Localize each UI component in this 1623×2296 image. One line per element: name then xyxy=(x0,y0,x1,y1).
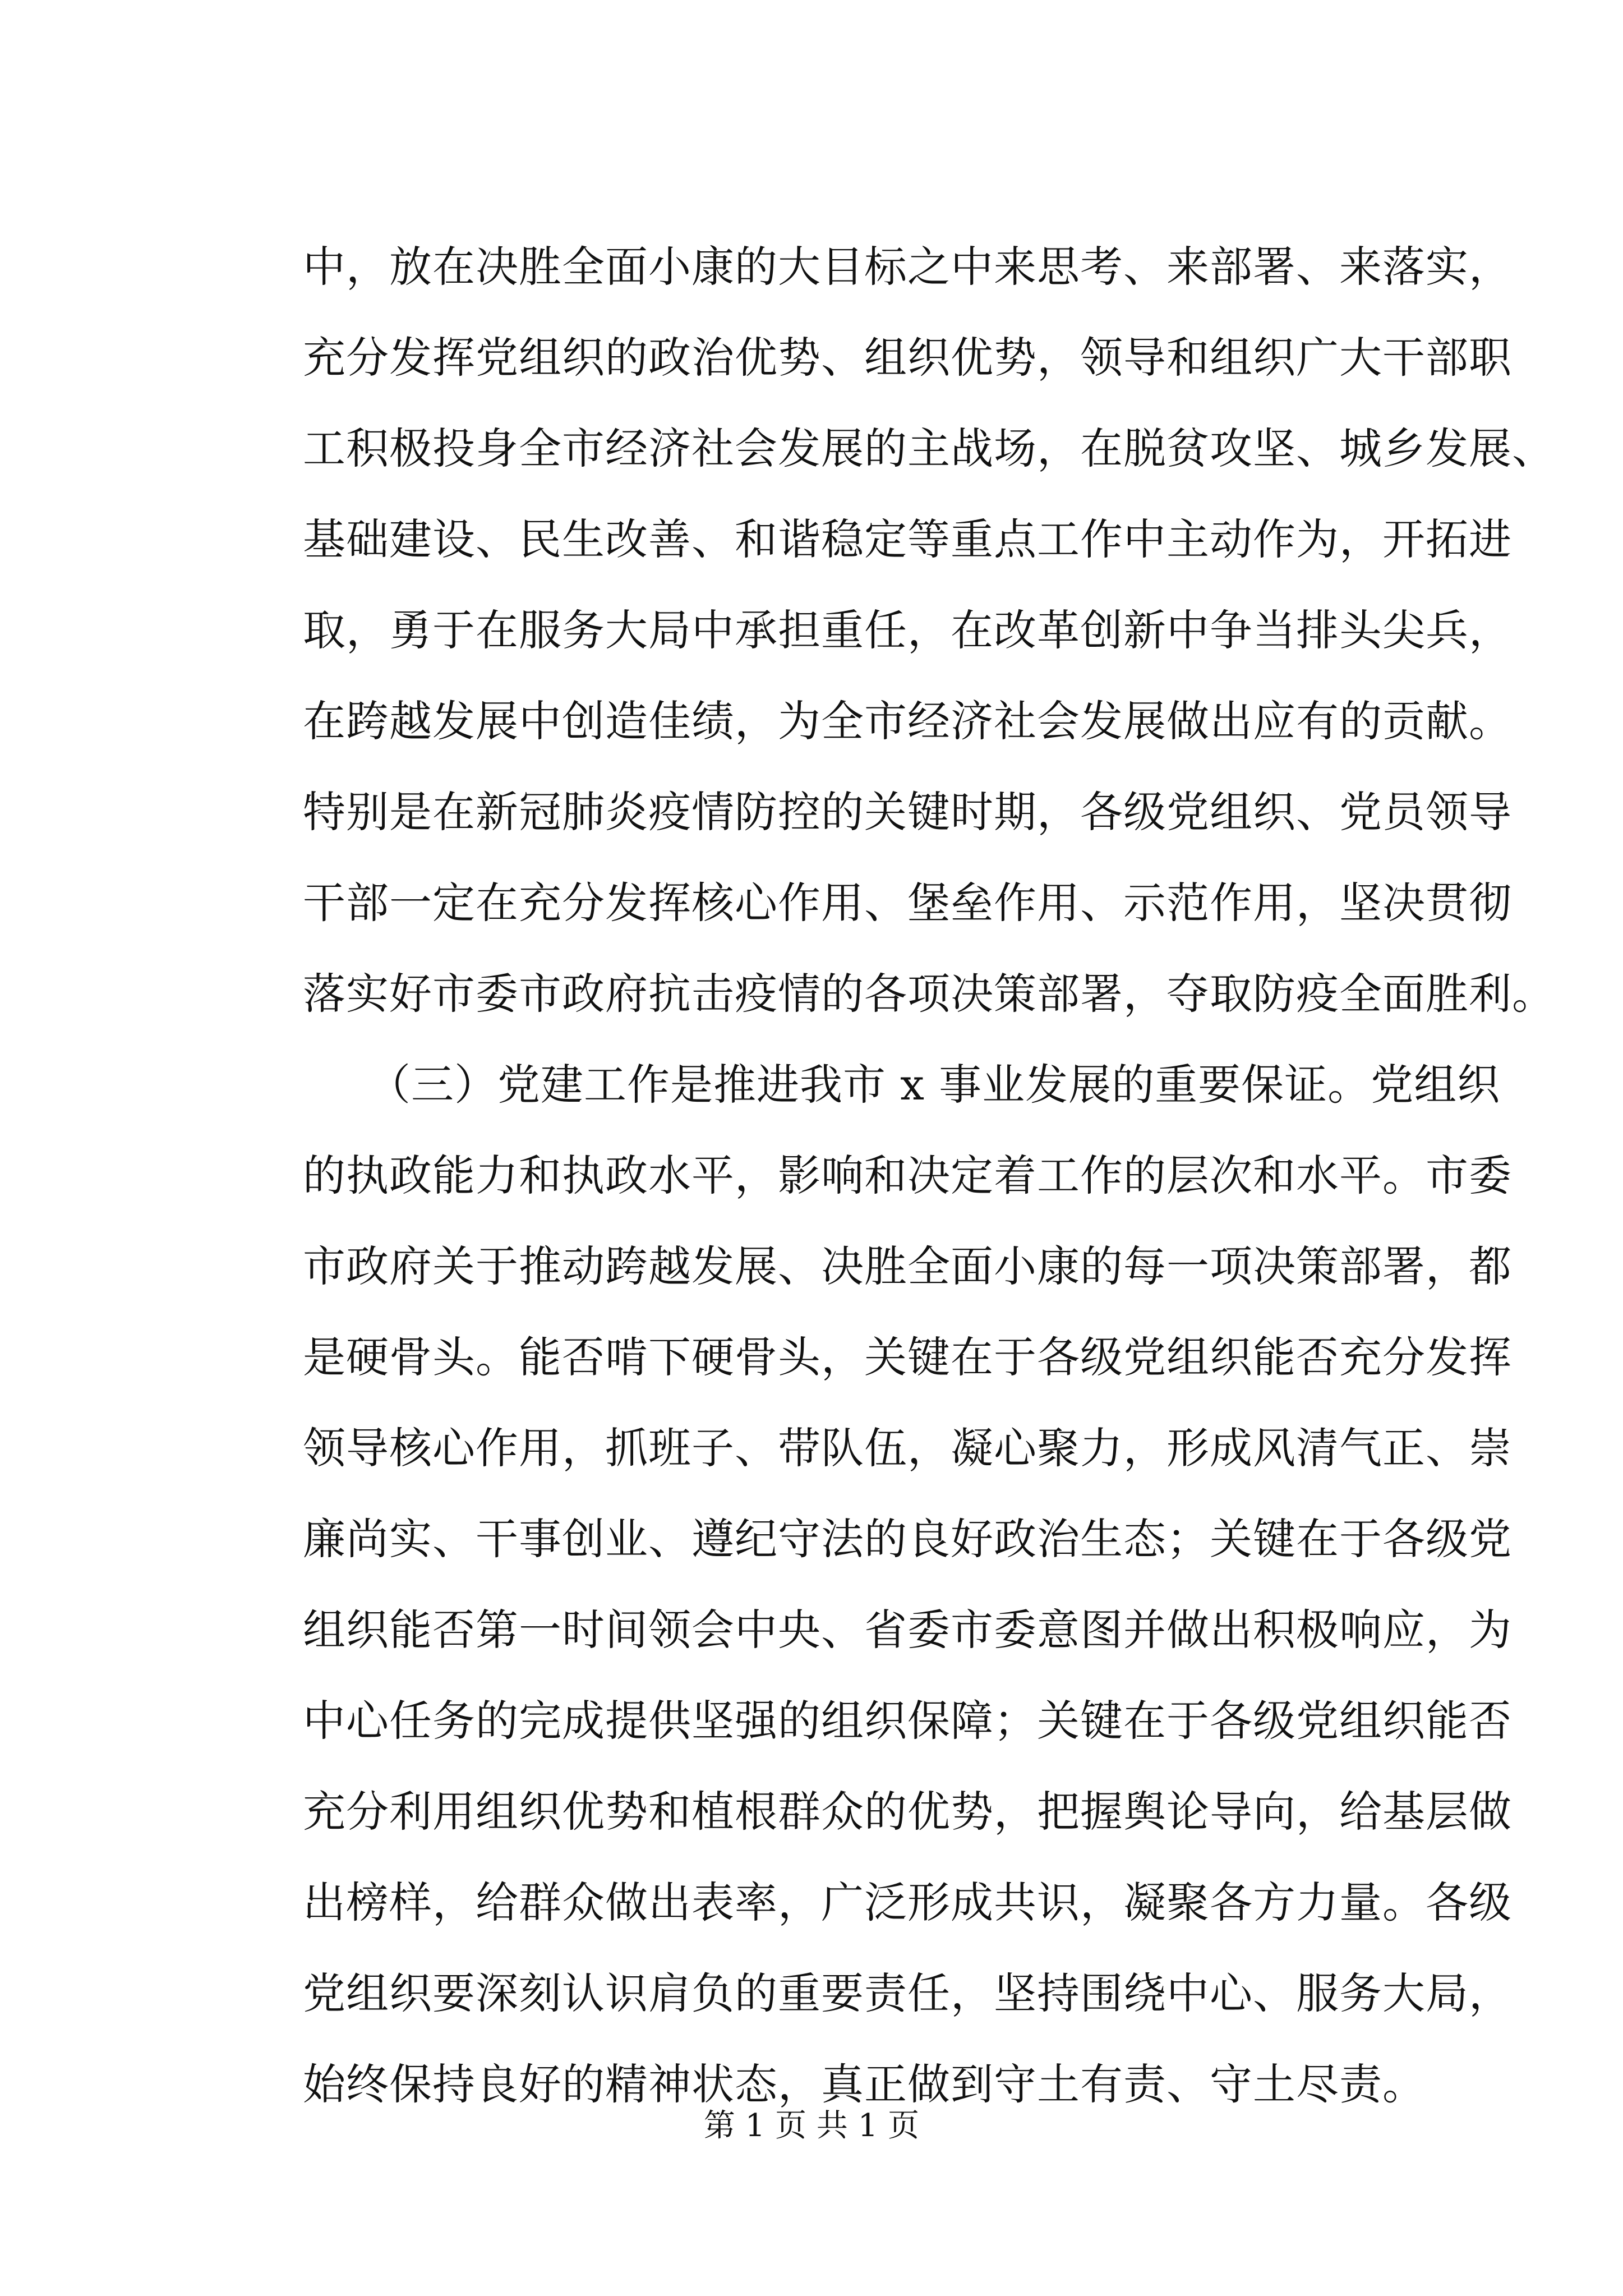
text-line: 取，勇于在服务大局中承担重任，在改革创新中争当排头尖兵， xyxy=(303,605,1512,655)
text-line: 市政府关于推动跨越发展、决胜全面小康的每一项决策部署，都 xyxy=(303,1241,1512,1291)
text-line: 干部一定在充分发挥核心作用、堡垒作用、示范作用，坚决贯彻 xyxy=(303,878,1512,928)
text-line: 充分发挥党组织的政治优势、组织优势，领导和组织广大干部职 xyxy=(303,333,1512,383)
text-line: 领导核心作用，抓班子、带队伍，凝心聚力，形成风清气正、崇 xyxy=(303,1423,1512,1473)
text-line: 党组织要深刻认识肩负的重要责任，坚持围绕中心、服务大局， xyxy=(303,1968,1512,2018)
text-line: 在跨越发展中创造佳绩，为全市经济社会发展做出应有的贡献。 xyxy=(303,696,1512,746)
text-line: 中，放在决胜全面小康的大目标之中来思考、来部署、来落实， xyxy=(303,242,1512,292)
text-line: 中心任务的完成提供坚强的组织保障；关键在于各级党组织能否 xyxy=(303,1696,1512,1746)
text-line: 始终保持良好的精神状态，真正做到守土有责、守土尽责。 xyxy=(303,2059,1426,2109)
section-heading-line: （三）党建工作是推进我市 x 事业发展的重要保证。党组织 xyxy=(303,1060,1501,1110)
text-line: 廉尚实、干事创业、遵纪守法的良好政治生态；关键在于各级党 xyxy=(303,1514,1512,1564)
text-line: 基础建设、民生改善、和谐稳定等重点工作中主动作为，开拓进 xyxy=(303,514,1512,564)
text-line: 是硬骨头。能否啃下硬骨头，关键在于各级党组织能否充分发挥 xyxy=(303,1332,1512,1382)
text-line: 的执政能力和执政水平，影响和决定着工作的层次和水平。市委 xyxy=(303,1151,1512,1200)
text-line: 出榜样，给群众做出表率，广泛形成共识，凝聚各方力量。各级 xyxy=(303,1878,1512,1927)
text-line: 特别是在新冠肺炎疫情防控的关键时期，各级党组织、党员领导 xyxy=(303,787,1512,837)
text-line: 充分利用组织优势和植根群众的优势，把握舆论导向，给基层做 xyxy=(303,1787,1512,1837)
body-text xyxy=(303,222,1615,2130)
page-footer: 第 1 页 共 1 页 xyxy=(703,2108,920,2144)
text-line: 工积极投身全市经济社会发展的主战场，在脱贫攻坚、城乡发展、 xyxy=(303,424,1555,473)
text-line: 组织能否第一时间领会中央、省委市委意图并做出积极响应，为 xyxy=(303,1605,1512,1655)
text-line: 落实好市委市政府抗击疫情的各项决策部署，夺取防疫全面胜利。 xyxy=(303,969,1555,1019)
